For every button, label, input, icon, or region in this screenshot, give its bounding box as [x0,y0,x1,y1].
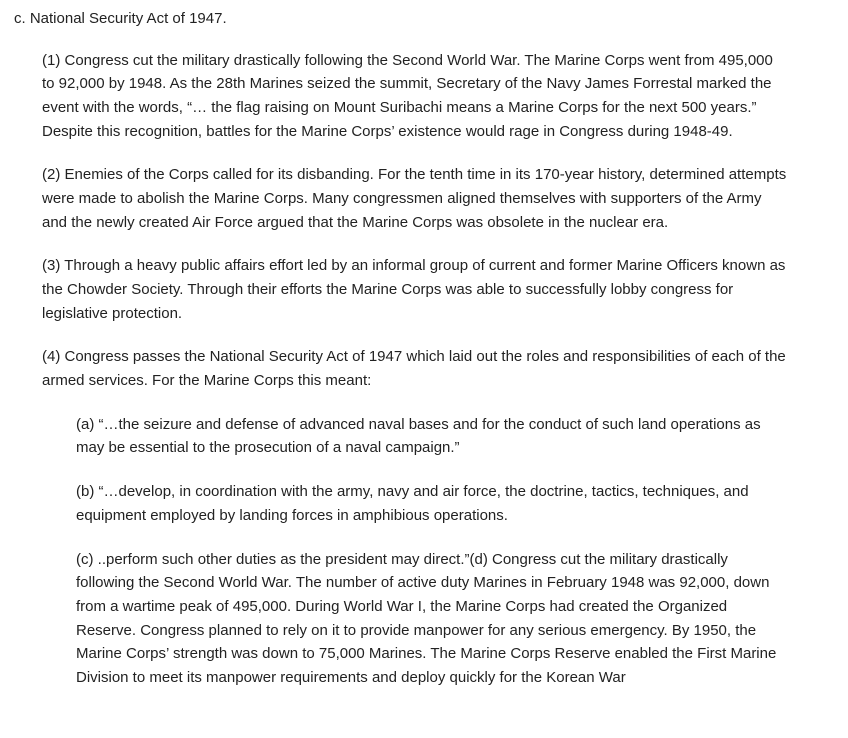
paragraph-1: (1) Congress cut the military drastically following the Second World War. The Marine Corps went from 495,000 to 92,000 by 1948. As the 28th Marines seized the summit, Secretary of the Navy James Forrestal marked the event with the words, “… the flag raising on Mount Suribachi means a Marine Corps for the next 500 years.” Despite this recognition, battles for the Marine Corps’ existence would rage in Congress during 1948-49. [42,51,773,140]
paragraph-2: (2) Enemies of the Corps called for its disbanding. For the tenth time in its 170-year history, determined attempts were made to abolish the Marine Corps. Many congressmen aligned themselves with supporters of the Army and the newly created Air Force argued that the Marine Corps was obsolete in the nuclear era. [42,166,787,231]
paragraph-4c: (c) ..perform such other duties as the president may direct.”(d) Congress cut the military drastically following the Second World War. The number of active duty Marines in February 1948 was 92,000, down from a wartime peak of 495,000. During World War I, the Marine Corps had created the Organized Reserve. Congress planned to rely on it to provide manpower for any serious emergency. By 1950, the Marine Corps’ strength was down to 75,000 Marines. The Marine Corps Reserve enabled the First Marine Division to meet its manpower requirements and deploy quickly for the Korean War [76,550,777,686]
paragraph-4a: (a) “…the seizure and defense of advanced naval bases and for the conduct of such land operations as may be essential to the prosecution of a naval campaign.” [76,415,761,457]
paragraph-4: (4) Congress passes the National Security Act of 1947 which laid out the roles and responsibilities of each of the armed services. For the Marine Corps this meant: [42,348,786,390]
paragraph-4b: (b) “…develop, in coordination with the army, navy and air force, the doctrine, tactics, techniques, and equipment employed by landing forces in amphibious operations. [76,483,749,524]
paragraph-3: (3) Through a heavy public affairs effort led by an informal group of current and former Marine Officers known as the Chowder Society. Through their efforts the Marine Corps was able to successfully lobby congress for legislative protection. [42,257,786,322]
section-heading: c. National Security Act of 1947. [14,10,227,27]
